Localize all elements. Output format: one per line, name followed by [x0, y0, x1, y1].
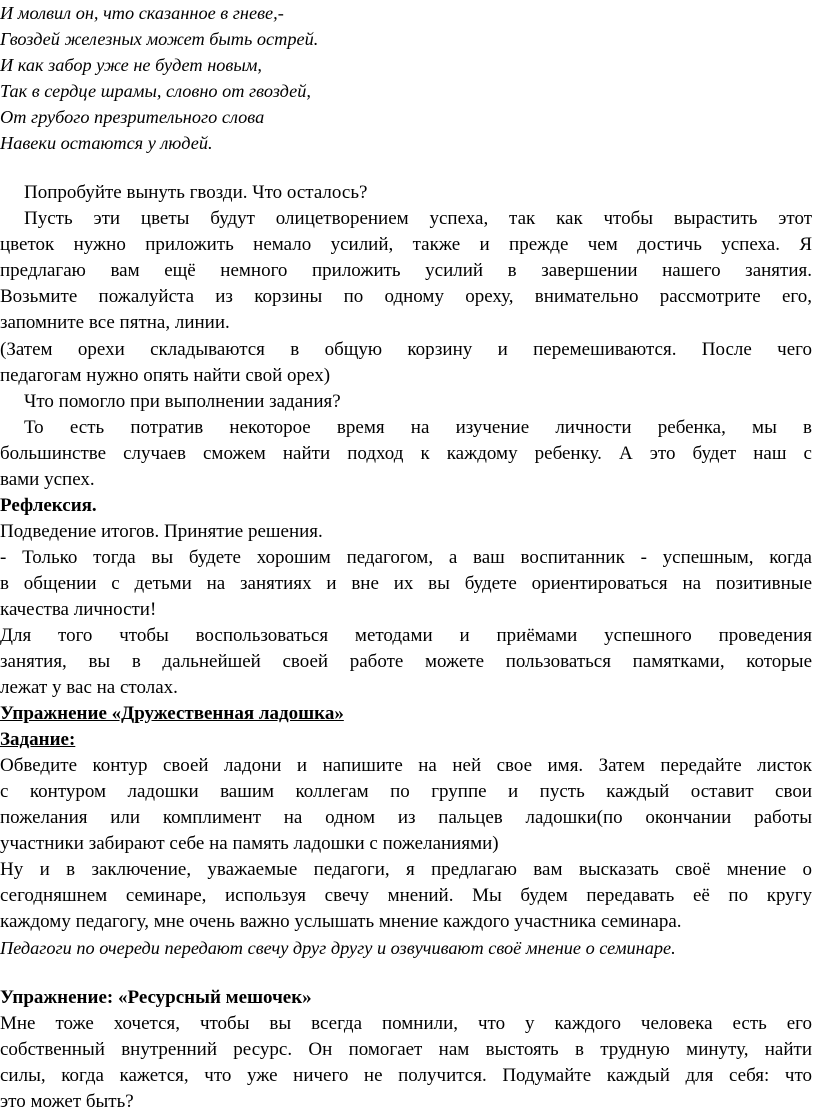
text-line: вами успех. — [0, 469, 95, 490]
text-line: предлагаю вам ещё немного приложить усилий в завершении нашего занятия. — [0, 260, 812, 281]
text-line: большинстве случаев сможем найти подход к каждому ребенку. А это будет наш с — [0, 443, 812, 464]
italic-note: Педагоги по очереди передают свечу друг другу и озвучивают своё мнение о семинаре. — [0, 938, 676, 958]
poem-line: И молвил он, что сказанное в гневе,- — [0, 3, 284, 23]
text-line: сегодняшнем семинаре, используя свечу мнений. Мы будем передавать её по кругу — [0, 885, 812, 906]
text-line: (Затем орехи складываются в общую корзину и перемешиваются. После чего — [0, 339, 812, 360]
text-line: с контуром ладошки вашим коллегам по группе и пусть каждый оставит свои — [0, 781, 812, 802]
text-line: занятия, вы в дальнейшей своей работе можете пользоваться памятками, которые — [0, 651, 812, 672]
poem-line: Так в сердце шрамы, словно от гвоздей, — [0, 81, 311, 101]
text-line: запомните все пятна, линии. — [0, 312, 230, 333]
text-line: силы, когда кажется, что уже ничего не получится. Подумайте каждый для себя: что — [0, 1065, 812, 1086]
text-line: Ну и в заключение, уважаемые педагоги, я предлагаю вам высказать своё мнение о — [0, 859, 812, 880]
text-line: педагогам нужно опять найти свой орех) — [0, 365, 331, 386]
text-line: лежат у вас на столах. — [0, 677, 178, 698]
bullet-item — [0, 180, 816, 206]
exercise-heading: Упражнение «Дружественная ладошка» — [0, 703, 344, 724]
text-line: качества личности! — [0, 599, 157, 620]
reflection-heading: Рефлексия. — [0, 495, 97, 516]
bullet-item — [0, 389, 816, 415]
text-line: собственный внутренний ресурс. Он помогает нам выстоять в трудную минуту, найти — [0, 1039, 812, 1060]
bullet-item — [0, 206, 812, 232]
text-line: Подведение итогов. Принятие решения. — [0, 521, 323, 542]
poem-line: От грубого презрительного слова — [0, 107, 265, 127]
text-line: каждому педагогу, мне очень важно услышать мнение каждого участника семинара. — [0, 911, 682, 932]
text-line: в общении с детьми на занятиях и вне их вы будете ориентироваться на позитивные — [0, 573, 812, 594]
bullet-text: Попробуйте вынуть гвозди. Что осталось? — [24, 182, 368, 203]
text-line: участники забирают себе на память ладошки с пожеланиями) — [0, 833, 499, 854]
text-line: пожелания или комплимент на одном из пальцев ладошки(по окончании работы — [0, 807, 812, 828]
text-line: это может быть? — [0, 1091, 134, 1112]
text-line: Возьмите пожалуйста из корзины по одному ореху, внимательно рассмотрите его, — [0, 286, 812, 307]
bullet-text: Пусть эти цветы будут олицетворением успеха, так как чтобы вырастить этот — [24, 208, 812, 229]
text-line: Мне тоже хочется, чтобы вы всегда помнили, что у каждого человека есть его — [0, 1013, 812, 1034]
text-line: - Только тогда вы будете хорошим педагогом, а ваш воспитанник - успешным, когда — [0, 547, 812, 568]
task-heading: Задание: — [0, 729, 76, 750]
poem-line: И как забор уже не будет новым, — [0, 55, 262, 75]
bullet-text: То есть потратив некоторое время на изучение личности ребенка, мы в — [24, 417, 812, 438]
bullet-text: Что помогло при выполнении задания? — [24, 391, 341, 412]
poem-line: Навеки остаются у людей. — [0, 133, 213, 153]
text-line: Для того чтобы воспользоваться методами и приёмами успешного проведения — [0, 625, 812, 646]
text-line: Обведите контур своей ладони и напишите на ней свое имя. Затем передайте листок — [0, 755, 812, 776]
poem-line: Гвоздей железных может быть острей. — [0, 29, 319, 49]
exercise-heading: Упражнение: «Ресурсный мешочек» — [0, 987, 312, 1008]
bullet-item — [0, 415, 812, 441]
text-line: цветок нужно приложить немало усилий, также и прежде чем достичь успеха. Я — [0, 234, 812, 255]
